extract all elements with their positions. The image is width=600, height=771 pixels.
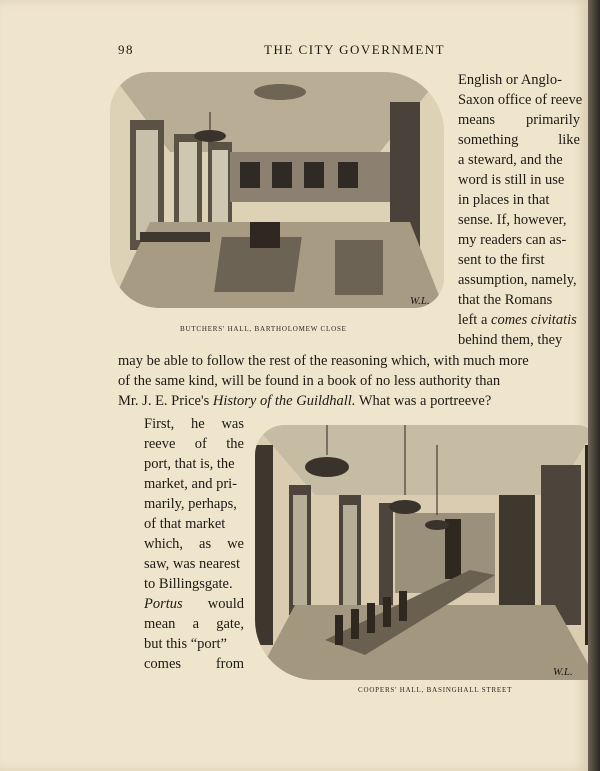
- text-line: [458, 110, 580, 130]
- word: from: [215, 656, 244, 672]
- figure-caption: BUTCHERS' HALL, BARTHOLOMEW CLOSE: [180, 325, 347, 333]
- word: means: [458, 112, 496, 128]
- word: was: [221, 416, 244, 432]
- word: of: [194, 436, 207, 452]
- text-line: [144, 534, 244, 554]
- text-line: Saxon office of reeve: [458, 92, 583, 108]
- page-edge: [588, 0, 600, 771]
- svg-text:W.L.: W.L.: [410, 295, 430, 307]
- text-line: that the Romans: [458, 292, 553, 308]
- running-head: THE CITY GOVERNMENT: [264, 42, 446, 57]
- text-line: a steward, and the: [458, 152, 563, 168]
- figure-caption: COOPERS' HALL, BASINGHALL STREET: [358, 686, 513, 694]
- word: reeve: [144, 436, 176, 452]
- text-line: [458, 130, 580, 150]
- butchers-hall-illustration: [110, 72, 444, 308]
- coopers-hall-illustration: [255, 425, 597, 680]
- text-run: What was a portreeve?: [355, 393, 492, 409]
- page-number: 98: [118, 42, 134, 57]
- text-line: saw, was nearest: [144, 556, 241, 572]
- word: he: [190, 416, 205, 432]
- text-line: sense. If, however,: [458, 212, 567, 228]
- text-line: of that market: [144, 516, 226, 532]
- text-line: [144, 434, 244, 454]
- text-line: in places in that: [458, 192, 550, 208]
- text-line: behind them, they: [458, 332, 563, 348]
- italic-term: Portus: [144, 596, 183, 612]
- word: we: [227, 536, 244, 552]
- text-line: [144, 594, 244, 614]
- word: First,: [144, 416, 175, 432]
- word: primarily: [526, 112, 580, 128]
- word: a: [192, 616, 200, 632]
- word: like: [558, 132, 580, 148]
- svg-text:W.L.: W.L.: [553, 666, 573, 678]
- text-run: left a: [458, 312, 492, 328]
- italic-term: comes civitatis: [491, 312, 577, 328]
- word: would: [207, 596, 244, 612]
- text-line: sent to the first: [458, 252, 545, 268]
- text-line: word is still in use: [458, 172, 565, 188]
- text-line: of the same kind, will be found in a book of no less authority than: [118, 373, 501, 389]
- text-line: marily, perhaps,: [144, 496, 237, 512]
- text-line: may be able to follow the rest of the reasoning which, with much more: [118, 353, 529, 369]
- text-line: assumption, namely,: [458, 272, 577, 288]
- text-line: market, and pri-: [144, 476, 238, 492]
- text-line: [144, 614, 244, 634]
- page-header: [0, 42, 588, 62]
- text-line: [144, 414, 244, 434]
- word: which,: [144, 536, 184, 552]
- text-line: port, that is, the: [144, 456, 235, 472]
- word: as: [199, 536, 212, 552]
- word: comes: [144, 656, 182, 672]
- text-line: [118, 391, 580, 411]
- word: mean: [144, 616, 176, 632]
- text-line: but this “port”: [144, 636, 227, 652]
- text-line: [144, 654, 244, 674]
- word: the: [226, 436, 244, 452]
- word: something: [458, 132, 519, 148]
- book-title: History of the Guildhall.: [212, 393, 356, 409]
- text-line: my readers can as-: [458, 232, 567, 248]
- word: gate,: [216, 616, 244, 632]
- text-run: Mr. J. E. Price's: [118, 393, 213, 409]
- text-line: to Billingsgate.: [144, 576, 233, 592]
- text-line: [458, 310, 580, 330]
- text-line: English or Anglo-: [458, 72, 562, 88]
